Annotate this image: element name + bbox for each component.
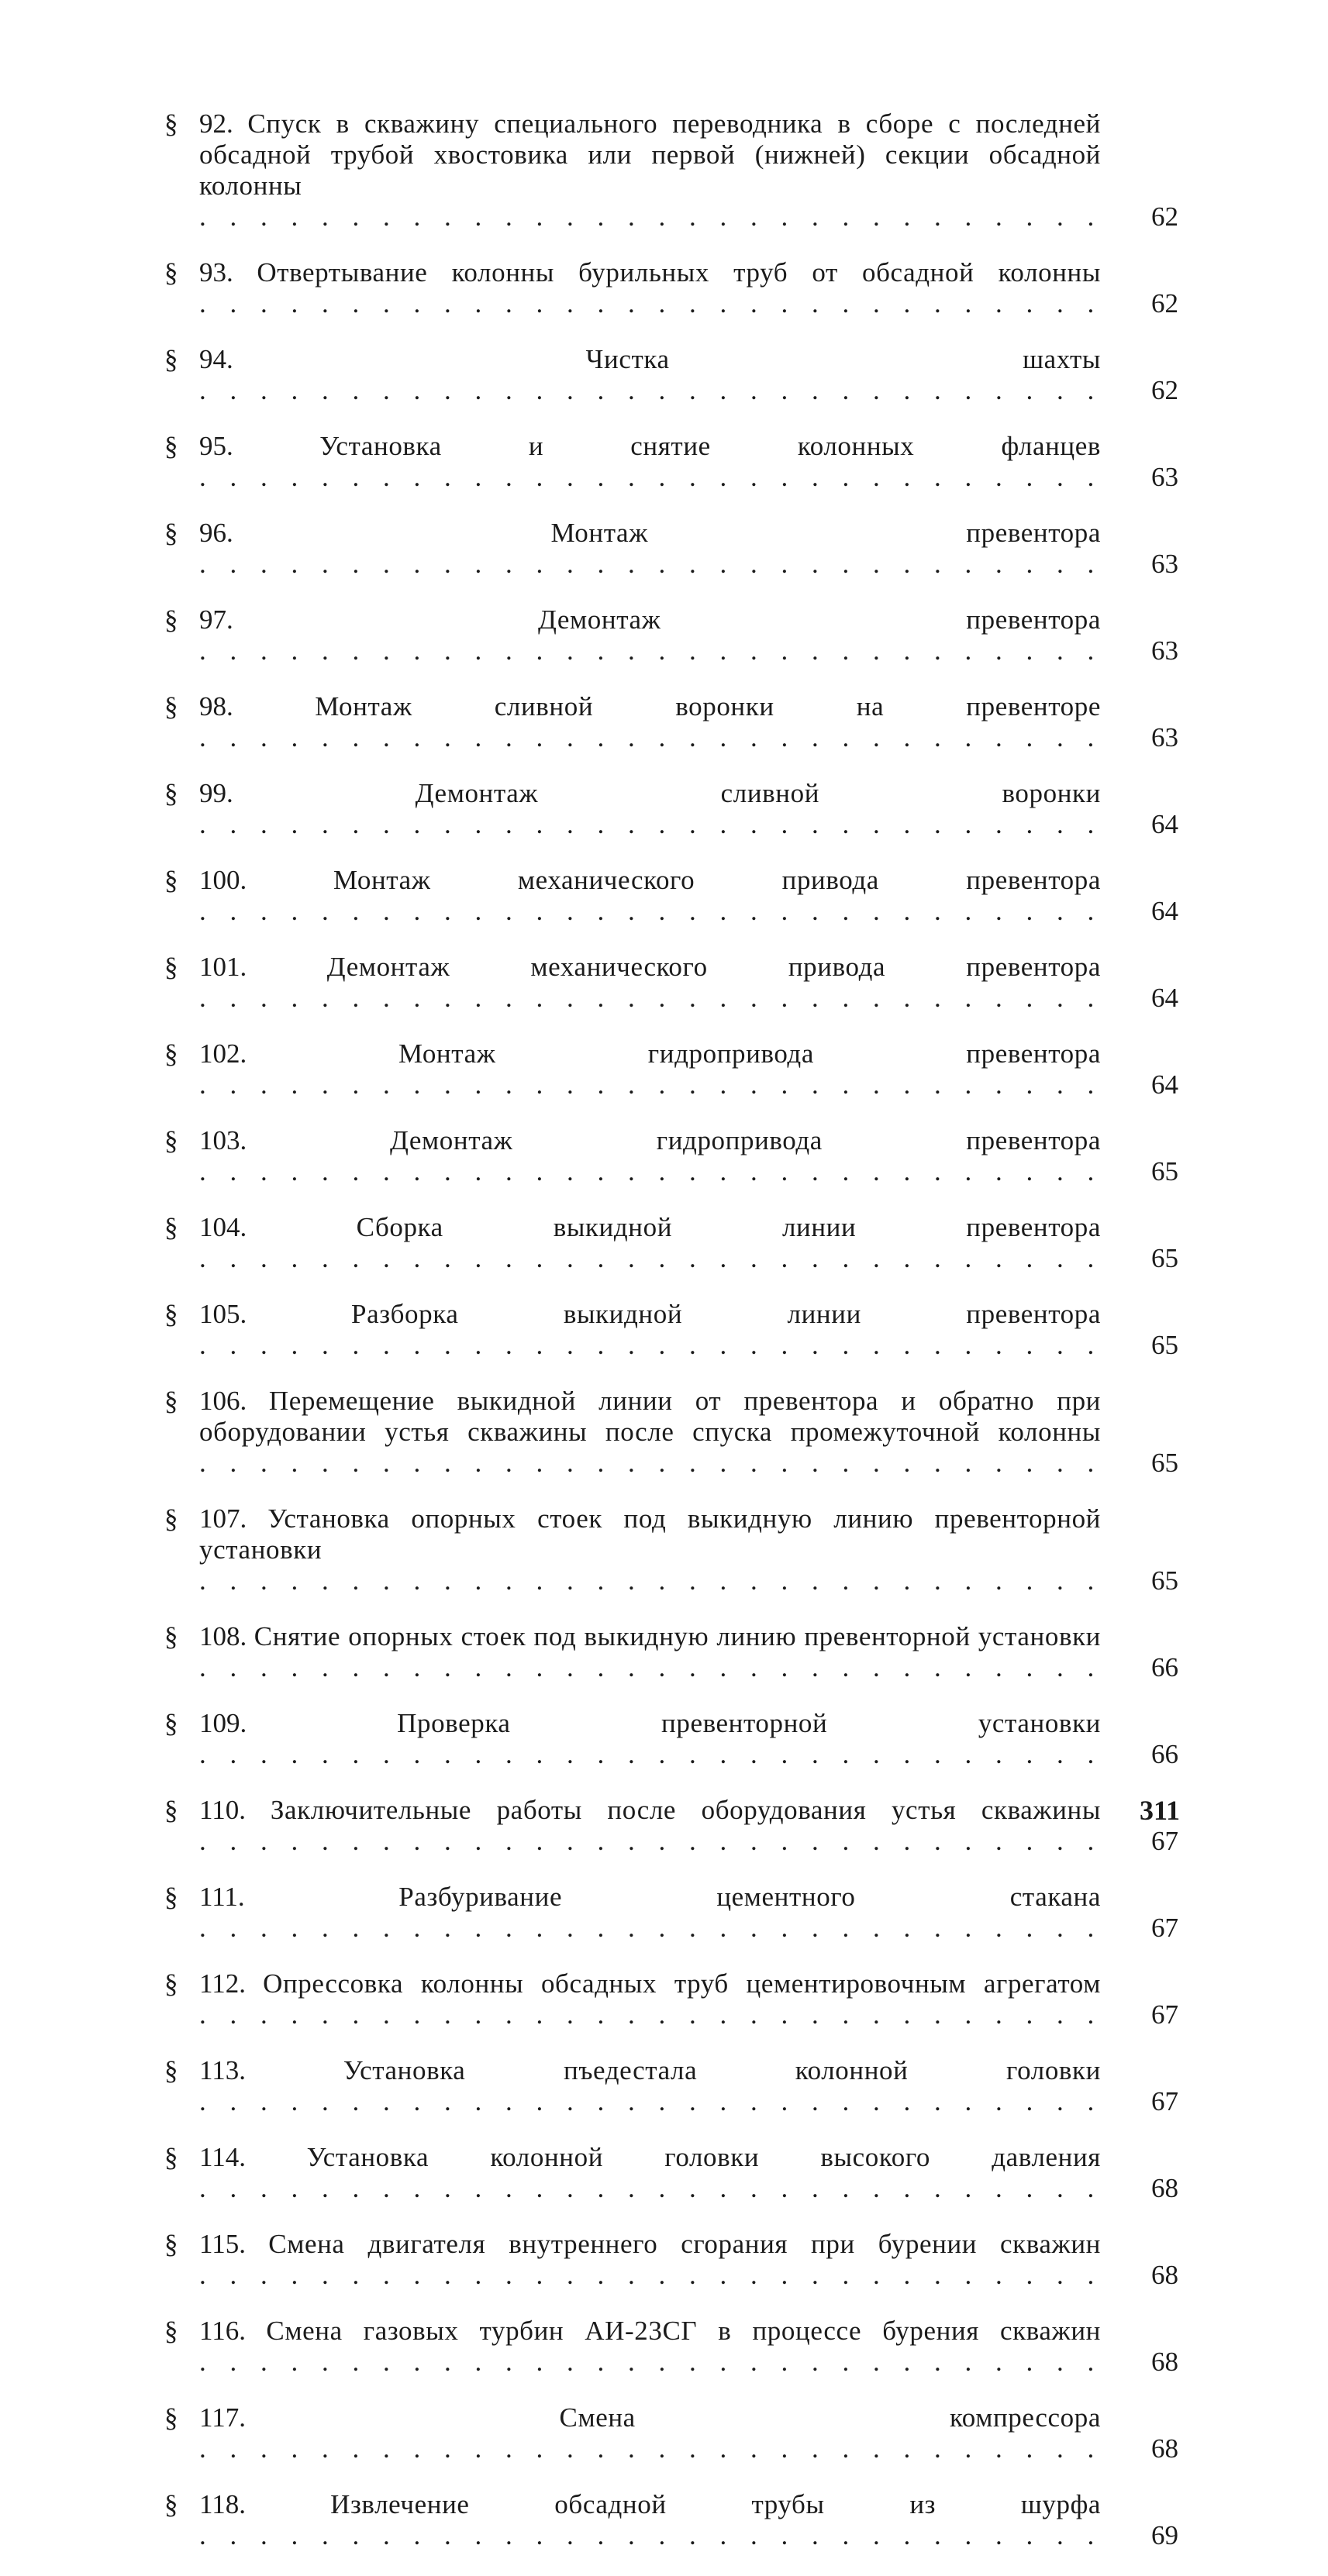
dot-leader (199, 1448, 1115, 1478)
section-sign: § (164, 952, 178, 982)
page-reference: 64 (1151, 1069, 1178, 1100)
toc-entry-body (199, 2055, 1115, 2117)
page-reference: 68 (1151, 2260, 1178, 2290)
section-title: Монтаж превентора (550, 518, 1101, 548)
toc-entry (164, 344, 1178, 406)
section-title: Смена двигателя внутреннего сгорания при бурении скважин (268, 2229, 1101, 2259)
section-sign: § (164, 1621, 178, 1651)
dot-leader (199, 635, 1115, 666)
section-title: Перемещение выкидной линии от превентора и обратно при оборудовании устья скважины после спуска промежуточной колонны (199, 1386, 1101, 1447)
toc-entry (164, 2489, 1178, 2551)
section-number: 98. (199, 691, 233, 721)
dot-leader (199, 201, 1115, 232)
toc-entry-body (199, 1125, 1115, 1187)
dot-leader (199, 1913, 1115, 1943)
toc-entry (164, 2055, 1178, 2117)
page-reference: 65 (1151, 1156, 1178, 1186)
page-reference: 68 (1151, 2433, 1178, 2464)
toc-entry-body (199, 778, 1115, 840)
dot-leader (199, 462, 1115, 492)
section-title: Установка колонной головки высокого давления (306, 2142, 1101, 2172)
toc-entry (164, 1795, 1178, 1857)
toc-entry (164, 1708, 1178, 1770)
section-sign: § (164, 1299, 178, 1329)
dot-leader (199, 983, 1115, 1013)
toc-entry (164, 865, 1178, 927)
section-title: Заключительные работы после оборудования устья скважины (270, 1795, 1101, 1825)
toc-entry-body (199, 1882, 1115, 1944)
toc-entry-body (199, 691, 1115, 753)
toc-entry (164, 1621, 1178, 1683)
dot-leader (199, 1330, 1115, 1360)
section-title: Демонтаж механического привода превентора (326, 952, 1101, 982)
section-number: 96. (199, 518, 233, 548)
toc-entry (164, 604, 1178, 666)
section-sign: § (164, 865, 178, 895)
page-reference: 62 (1151, 375, 1178, 405)
toc-entry (164, 691, 1178, 753)
section-title: Сборка выкидной линии превентора (356, 1212, 1101, 1242)
dot-leader (199, 1156, 1115, 1186)
section-title: Монтаж гидропривода превентора (398, 1038, 1101, 1069)
page-reference: 65 (1151, 1330, 1178, 1360)
toc-entry (164, 2402, 1178, 2464)
section-title: Монтаж механического привода превентора (333, 865, 1101, 895)
section-number: 107. (199, 1503, 247, 1534)
section-sign: § (164, 344, 178, 374)
section-number: 100. (199, 865, 247, 895)
toc-entry-body (199, 865, 1115, 927)
section-title: Установка пъедестала колонной головки (343, 2055, 1101, 2085)
section-title: Смена газовых турбин АИ-23СГ в процессе бурения скважин (266, 2316, 1102, 2346)
section-number: 108. (199, 1621, 247, 1651)
page-reference: 64 (1151, 896, 1178, 926)
section-title: Разборка выкидной линии превентора (351, 1299, 1101, 1329)
section-number: 97. (199, 604, 233, 635)
toc-entry-body (199, 2142, 1115, 2204)
section-sign: § (164, 691, 178, 721)
section-number: 94. (199, 344, 233, 374)
toc-entry-body (199, 952, 1115, 1014)
toc-entry (164, 2316, 1178, 2378)
section-number: 112. (199, 1968, 246, 1999)
section-sign: § (164, 1386, 178, 1416)
dot-leader (199, 1999, 1115, 2030)
section-number: 118. (199, 2489, 246, 2519)
dot-leader (199, 896, 1115, 926)
dot-leader (199, 2520, 1115, 2550)
page-reference: 66 (1151, 1652, 1178, 1682)
toc-entry (164, 2142, 1178, 2204)
page-reference: 68 (1151, 2347, 1178, 2377)
toc-entry-body (199, 2402, 1115, 2464)
section-title: Отвертывание колонны бурильных труб от обсадной колонны (257, 257, 1102, 288)
toc-entry (164, 431, 1178, 493)
dot-leader (199, 1243, 1115, 1273)
section-title: Демонтаж превентора (537, 604, 1101, 635)
section-sign: § (164, 257, 178, 288)
toc-entry-body (199, 1795, 1115, 1857)
page-reference: 65 (1151, 1565, 1178, 1596)
toc-entry-body (199, 1038, 1115, 1100)
page-reference: 63 (1151, 722, 1178, 752)
toc-entry (164, 1968, 1178, 2030)
section-number: 109. (199, 1708, 247, 1738)
section-number: 93. (199, 257, 233, 288)
page-reference: 68 (1151, 2173, 1178, 2203)
section-sign: § (164, 1125, 178, 1155)
page-reference: 67 (1151, 1913, 1178, 1943)
dot-leader (199, 2433, 1115, 2464)
section-number: 110. (199, 1795, 246, 1825)
dot-leader (199, 809, 1115, 839)
page-reference: 63 (1151, 462, 1178, 492)
toc-entry-body (199, 431, 1115, 493)
section-sign: § (164, 2142, 178, 2172)
page-reference: 66 (1151, 1739, 1178, 1769)
section-sign: § (164, 2316, 178, 2346)
toc-entry (164, 778, 1178, 840)
page-reference: 62 (1151, 201, 1178, 232)
section-number: 114. (199, 2142, 246, 2172)
page-reference: 63 (1151, 635, 1178, 666)
section-number: 92. (199, 108, 233, 139)
dot-leader (199, 2260, 1115, 2290)
dot-leader (199, 1565, 1115, 1596)
dot-leader (199, 722, 1115, 752)
section-number: 111. (199, 1882, 245, 1912)
section-number: 101. (199, 952, 247, 982)
section-sign: § (164, 778, 178, 808)
page-reference: 64 (1151, 809, 1178, 839)
toc-entry (164, 1038, 1178, 1100)
toc-entry (164, 2229, 1178, 2291)
section-sign: § (164, 518, 178, 548)
section-sign: § (164, 604, 178, 635)
page-reference: 67 (1151, 1999, 1178, 2030)
section-title: Установка опорных стоек под выкидную линию превенторной установки (199, 1503, 1102, 1565)
dot-leader (199, 2173, 1115, 2203)
toc-entry-body (199, 2229, 1115, 2291)
section-sign: § (164, 1708, 178, 1738)
section-number: 116. (199, 2316, 246, 2346)
section-sign: § (164, 1212, 178, 1242)
section-number: 106. (199, 1386, 247, 1416)
section-title: Опрессовка колонны обсадных труб цементировочным агрегатом (263, 1968, 1101, 1999)
page-number: 311 (1139, 1795, 1180, 1826)
toc-entry-body (199, 257, 1115, 319)
section-title: Демонтаж гидропривода превентора (389, 1125, 1101, 1155)
section-number: 117. (199, 2402, 246, 2433)
dot-leader (199, 375, 1115, 405)
section-number: 105. (199, 1299, 247, 1329)
toc-entry-body (199, 108, 1115, 232)
page-reference: 67 (1151, 1826, 1178, 1856)
dot-leader (199, 288, 1115, 319)
table-of-contents (164, 108, 1178, 2576)
dot-leader (199, 2347, 1115, 2377)
section-number: 103. (199, 1125, 247, 1155)
page-reference: 65 (1151, 1243, 1178, 1273)
toc-entry-body (199, 1621, 1115, 1683)
section-number: 113. (199, 2055, 246, 2085)
toc-entry (164, 1125, 1178, 1187)
toc-entry-body (199, 518, 1115, 580)
section-sign: § (164, 2229, 178, 2259)
section-sign: § (164, 1503, 178, 1534)
dot-leader (199, 1652, 1115, 1682)
toc-entry-body (199, 1299, 1115, 1361)
toc-entry-body (199, 1386, 1115, 1479)
toc-entry (164, 1386, 1178, 1479)
toc-entry-body (199, 344, 1115, 406)
section-number: 102. (199, 1038, 247, 1069)
section-sign: § (164, 108, 178, 139)
section-title: Проверка превенторной установки (397, 1708, 1101, 1738)
toc-entry-body (199, 1708, 1115, 1770)
section-title: Чистка шахты (585, 344, 1101, 374)
page-reference: 64 (1151, 983, 1178, 1013)
toc-entry-body (199, 604, 1115, 666)
page-reference: 67 (1151, 2086, 1178, 2116)
section-number: 115. (199, 2229, 246, 2259)
page-reference: 63 (1151, 549, 1178, 579)
toc-entry (164, 1503, 1178, 1596)
dot-leader (199, 549, 1115, 579)
page-reference: 62 (1151, 288, 1178, 319)
toc-entry (164, 1882, 1178, 1944)
section-sign: § (164, 2489, 178, 2519)
toc-entry (164, 257, 1178, 319)
toc-entry (164, 108, 1178, 232)
section-sign: § (164, 1795, 178, 1825)
dot-leader (199, 1826, 1115, 1856)
toc-entry-body (199, 1212, 1115, 1274)
section-title: Снятие опорных стоек под выкидную линию превенторной установки (254, 1621, 1102, 1651)
toc-entry-body (199, 1503, 1115, 1596)
toc-entry (164, 952, 1178, 1014)
section-number: 104. (199, 1212, 247, 1242)
toc-entry (164, 1299, 1178, 1361)
section-number: 95. (199, 431, 233, 461)
toc-entry-body (199, 2489, 1115, 2551)
toc-entry-body (199, 1968, 1115, 2030)
section-sign: § (164, 431, 178, 461)
section-sign: § (164, 1968, 178, 1999)
section-title: Демонтаж сливной воронки (415, 778, 1101, 808)
section-title: Монтаж сливной воронки на превенторе (315, 691, 1101, 721)
section-number: 99. (199, 778, 233, 808)
section-sign: § (164, 2055, 178, 2085)
section-title: Установка и снятие колонных фланцев (319, 431, 1101, 461)
toc-entry-body (199, 2316, 1115, 2378)
section-sign: § (164, 1038, 178, 1069)
section-title: Спуск в скважину специального переводника в сборе с последней обсадной трубой хвостовика или первой (нижней) секции обсадной колонны (199, 108, 1102, 201)
section-title: Разбуривание цементного стакана (398, 1882, 1102, 1912)
dot-leader (199, 1739, 1115, 1769)
page-reference: 65 (1151, 1448, 1178, 1478)
page-reference: 69 (1151, 2520, 1178, 2550)
dot-leader (199, 1069, 1115, 1100)
dot-leader (199, 2086, 1115, 2116)
section-title: Смена компрессора (559, 2402, 1101, 2433)
toc-entry (164, 518, 1178, 580)
toc-entry (164, 1212, 1178, 1274)
section-sign: § (164, 1882, 178, 1912)
section-title: Извлечение обсадной трубы из шурфа (330, 2489, 1102, 2519)
section-sign: § (164, 2402, 178, 2433)
